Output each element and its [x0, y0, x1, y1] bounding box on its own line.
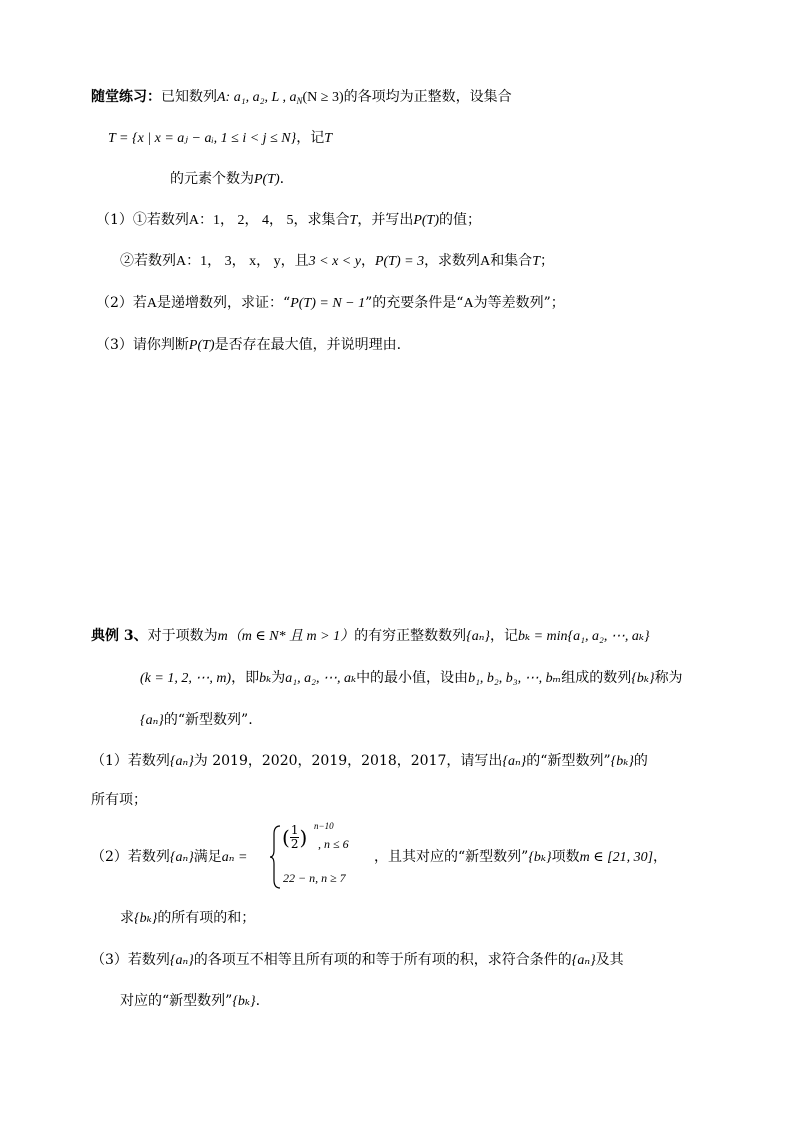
count-PT-line: [170, 169, 284, 190]
example3-text7: 组成的数列: [561, 670, 632, 686]
practice-q2-A: A: [146, 296, 158, 311]
practice-q1b-T: T: [532, 254, 540, 269]
practice-q1b-text1: ，且: [280, 253, 309, 269]
count-text: 的元素个数为: [170, 171, 254, 187]
example3-q3-end: .: [255, 993, 261, 1009]
example3-range-line: [140, 668, 683, 689]
practice-intro-line: [91, 87, 512, 111]
half-fraction: $\frac{1}{2}$: [290, 823, 299, 851]
example3-bk: bₖ: [259, 671, 272, 686]
practice-q2-label: （2）若: [96, 295, 147, 311]
example3-q3-line: [91, 950, 624, 971]
example3-text3: ，记: [490, 628, 518, 644]
piecewise-exponent: n−10: [314, 821, 334, 831]
practice-q1-label: （1）①若数列: [96, 212, 189, 228]
example3-q2-bseq2: {bₖ}: [134, 911, 158, 926]
example3-heading: 典例 3、: [91, 628, 148, 644]
piecewise-case1: ( $\frac{1}{2}$ ): [282, 823, 308, 851]
example3-q2-text4: 求: [120, 910, 134, 926]
practice-q3-text: 是否存在最大值，并说明理由.: [214, 337, 402, 353]
practice-q3-label: （3）请你判断: [96, 337, 189, 353]
example3-q1-cont-line: [91, 790, 147, 810]
practice-q2-text3: 为等差数列”；: [473, 295, 565, 311]
example3-text1: 对于项数为: [147, 628, 218, 644]
example3-q2-text3: 项数: [551, 849, 580, 865]
practice-q2-math: P(T) = N − 1: [290, 296, 366, 311]
set-T-math: T = {x | x = aⱼ − aᵢ, 1 ≤ i < j ≤ N}: [108, 131, 297, 146]
example3-q1-text4: 所有项；: [91, 792, 147, 808]
example3-q1-bseq: {bₖ}: [610, 754, 634, 769]
practice-q1-PT: P(T): [413, 213, 440, 228]
practice-q1b-label: ②若数列: [120, 253, 176, 269]
practice-q3-line: [96, 335, 401, 356]
example3-b-list: b₁, b₂, b₃, ⋯, bₘ: [468, 671, 562, 686]
example3-text6: 中的最小值，设由: [356, 670, 469, 686]
example3-q3-text2: 及其: [595, 952, 624, 968]
practice-heading: 随堂练习：: [91, 89, 161, 105]
example3-q2-label: （2）若数列: [91, 849, 170, 865]
example3-q2-rest-line: [374, 847, 667, 868]
example3-cond: （m ∈ N* 且 m > 1）: [227, 629, 355, 644]
set-T-var: T: [324, 131, 332, 146]
practice-q1-line: [96, 210, 481, 231]
practice-intro-text2: 的各项均为正整数，设集合: [343, 89, 512, 105]
example3-q2-cont-line: [120, 908, 255, 929]
sequence-N-condition: (N ≥ 3): [302, 90, 344, 105]
practice-q1-text3: 的值；: [439, 212, 482, 228]
example3-text8: 称为: [654, 670, 683, 686]
practice-q2-text2: ”的充要条件是“: [365, 295, 464, 311]
example3-q1-seq2: {aₙ}: [502, 754, 527, 769]
practice-q1b-line: [120, 251, 554, 272]
example3-q3-seq: {aₙ}: [169, 953, 194, 968]
example3-q3-text3: 对应的“新型数列”: [120, 993, 233, 1009]
example3-q3-seq2: {aₙ}: [571, 953, 596, 968]
practice-q1b-PT: P(T) = 3: [374, 254, 425, 269]
example3-q1-line: [91, 751, 648, 772]
example3-q1-text1: 为 2019，2020，2019，2018，2017，请写出: [193, 753, 503, 769]
example3-bseq: {bₖ}: [631, 671, 655, 686]
example3-q1-text3: 的: [633, 753, 648, 769]
practice-q1-text2: ，并写出: [357, 212, 414, 228]
practice-q2-text1: 是递增数列，求证：“: [157, 295, 291, 311]
example3-intro-line: [91, 626, 650, 647]
example3-q2-m: m ∈ [21, 30]: [579, 850, 654, 865]
example3-q2-end: ，: [653, 849, 668, 865]
practice-q3-PT: P(T): [188, 338, 215, 353]
practice-q1-T: T: [349, 213, 358, 228]
set-T-definition-line: [108, 128, 332, 149]
example3-q2-seq: {aₙ}: [169, 850, 194, 865]
sequence-A-math: A: a₁, a₂, L , $a_N$: [217, 90, 303, 106]
example3-aseq: {aₙ}: [140, 713, 164, 728]
example3-q3-bseq: {bₖ}: [232, 994, 256, 1009]
example3-a-list: a₁, a₂, ⋯, aₖ: [285, 671, 357, 686]
example3-q2-text1: 满足: [193, 849, 222, 865]
example3-seq: {aₙ}: [466, 629, 490, 644]
example3-q2-text5: 的所有项的和；: [157, 910, 256, 926]
example3-text4: ，即: [231, 670, 260, 686]
example3-q2-an: aₙ =: [221, 850, 248, 865]
example3-q2-label-line: [91, 847, 247, 868]
example3-q2-bseq: {bₖ}: [528, 850, 552, 865]
practice-q1b-cond: 3 < x < y: [308, 254, 361, 269]
practice-intro-text1: 已知数列: [161, 89, 217, 105]
example3-m: m: [217, 629, 228, 644]
example3-q3-text1: 的各项互不相等且所有项的和等于所有项的积，求符合条件的: [193, 952, 572, 968]
example3-q2-text2: ，且其对应的“新型数列”: [374, 849, 529, 865]
example3-text5: 为: [271, 670, 286, 686]
example3-text2: 的有穷正整数数列: [354, 628, 467, 644]
example3-def-end-line: [140, 710, 253, 731]
example3-q3-label: （3）若数列: [91, 952, 170, 968]
example3-q1-text2: 的“新型数列”: [526, 753, 611, 769]
example3-k-range: (k = 1, 2, ⋯, m): [140, 671, 232, 686]
example3-q1-label: （1）若数列: [91, 753, 170, 769]
example3-q1-seq: {aₙ}: [169, 754, 194, 769]
set-T-text: ，记: [296, 130, 325, 146]
count-end: .: [279, 171, 285, 187]
practice-q1b-text3: ，求数列: [424, 253, 481, 269]
piecewise-brace: [270, 824, 282, 890]
practice-q1b-A: A: [480, 254, 491, 269]
example3-q3-cont-line: [120, 991, 260, 1012]
count-PT-math: P(T): [254, 172, 280, 187]
practice-q1b-text2: ，: [360, 253, 375, 269]
practice-q1b-seq: A：1， 3， x， y: [176, 254, 281, 269]
practice-q1b-text4: 和集合: [490, 253, 533, 269]
example3-text9: 的“新型数列”.: [163, 712, 253, 728]
piecewise-case2: 22 − n, n ≥ 7: [283, 871, 346, 885]
practice-q1-seq: A：1， 2， 4， 5: [188, 213, 294, 228]
practice-q1b-end: ；: [539, 253, 554, 269]
example3-bk-def: bₖ = min{a₁, a₂, ⋯, aₖ}: [518, 629, 650, 644]
practice-q2-line: [96, 293, 565, 314]
practice-q2-A2: A: [463, 296, 474, 311]
piecewise-case1-cond: , n ≤ 6: [318, 837, 349, 851]
practice-q1-text1: ，求集合: [293, 212, 350, 228]
